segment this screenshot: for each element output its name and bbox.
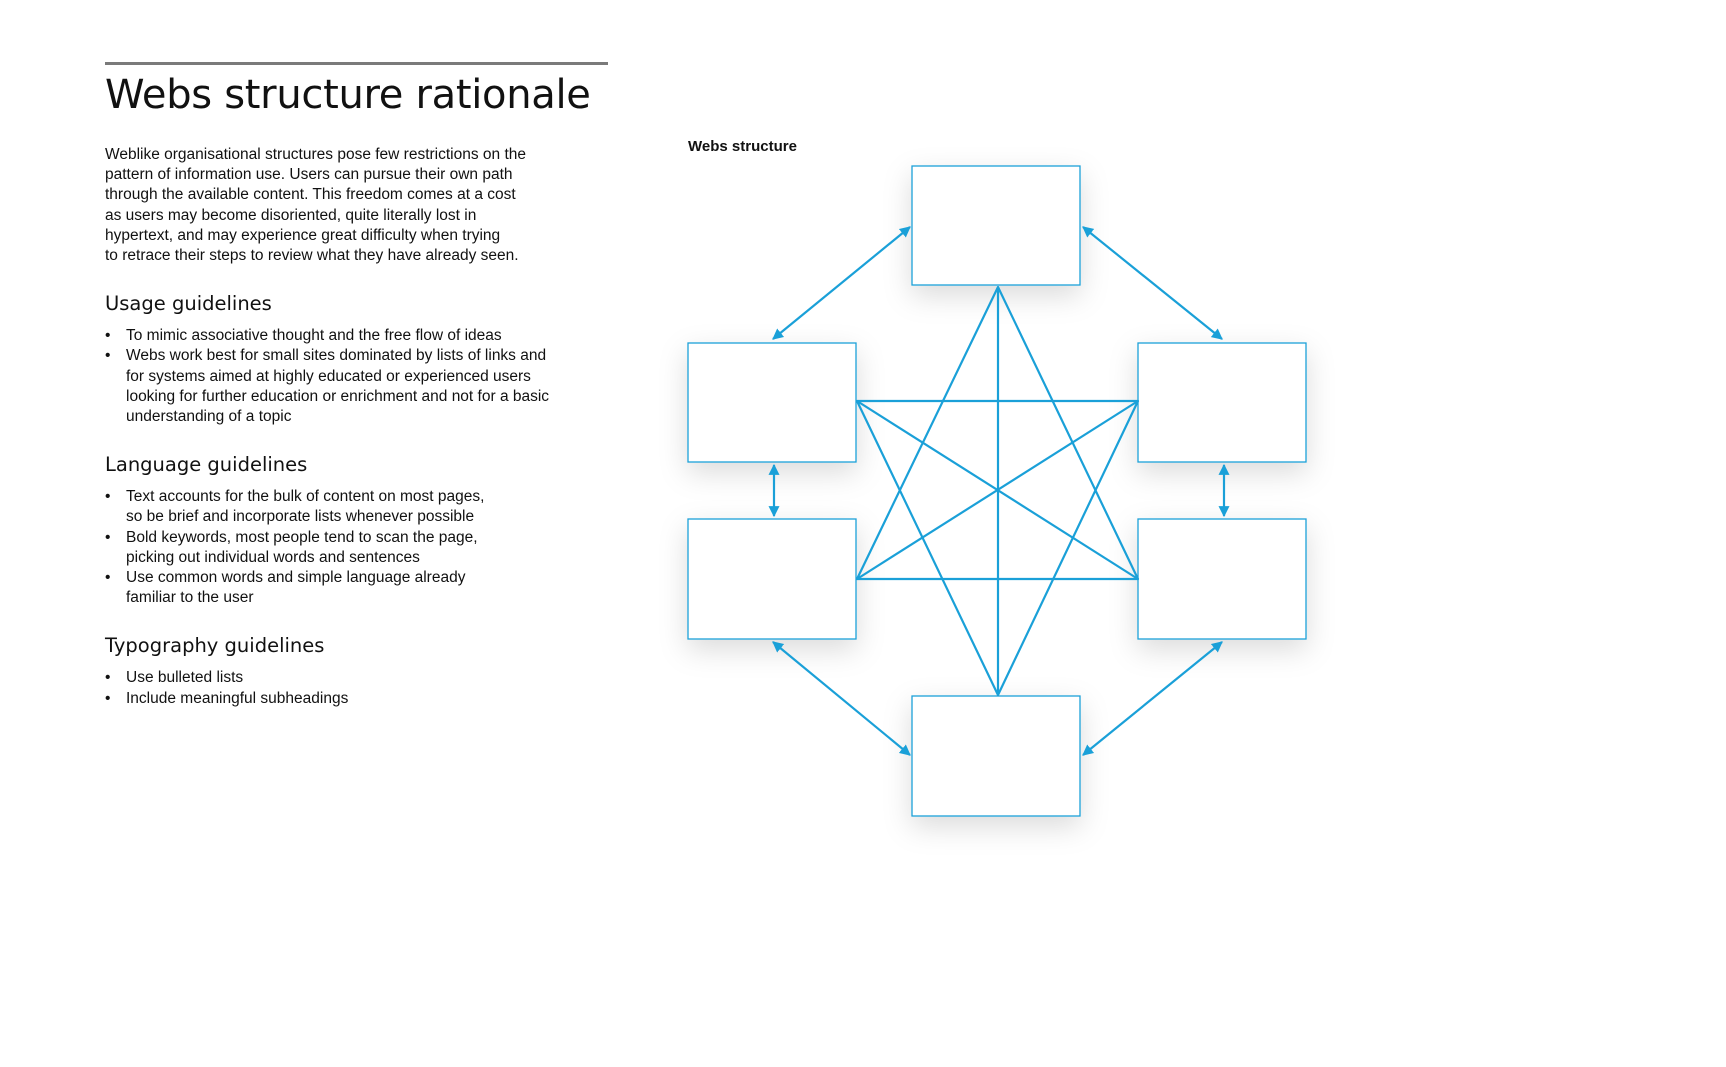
intro-line: through the available content. This freedom comes at a cost [105, 186, 516, 204]
list-item-line: so be brief and incorporate lists whenever possible [126, 508, 475, 526]
list-item-line: familiar to the user [126, 589, 254, 607]
arrow-lower-left-bottom [773, 642, 910, 755]
list-item-line: • Webs work best for small sites dominated by lists of links and [126, 347, 547, 365]
list-item-line: picking out individual words and sentences [126, 548, 420, 566]
node-upper-left [688, 343, 856, 462]
typography-guidelines-heading: Typography guidelines [105, 634, 325, 658]
page-title: Webs structure rationale [105, 72, 591, 118]
language-guidelines-heading: Language guidelines [105, 453, 308, 477]
arrow-top-upper-right [1083, 227, 1222, 339]
list-item-line: • Bold keywords, most people tend to scan the page, [126, 528, 478, 546]
web-connectors [857, 287, 1138, 695]
intro-line: as users may become disoriented, quite literally lost in [105, 206, 477, 224]
node-upper-right [1138, 343, 1306, 462]
list-item-line: • Include meaningful subheadings [126, 689, 349, 707]
list-item-line: • To mimic associative thought and the free flow of ideas [126, 327, 502, 345]
intro-line: hypertext, and may experience great difficulty when trying [105, 226, 501, 244]
arrow-lower-right-bottom [1083, 642, 1222, 755]
list-item-line: for systems aimed at highly educated or experienced users [126, 367, 531, 385]
node-lower-left [688, 519, 856, 639]
node-bottom [912, 696, 1080, 816]
list-item-line: • Use common words and simple language already [126, 569, 466, 587]
list-item-line: looking for further education or enrichment and not for a basic [126, 387, 550, 405]
list-item-line: understanding of a topic [126, 408, 292, 426]
intro-line: pattern of information use. Users can pursue their own path [105, 166, 513, 184]
arrow-top-upper-left [773, 227, 910, 339]
node-top [912, 166, 1080, 285]
node-lower-right [1138, 519, 1306, 639]
diagram-title: Webs structure [688, 138, 797, 155]
list-item-line: • Use bulleted lists [126, 669, 244, 687]
usage-guidelines-heading: Usage guidelines [105, 292, 272, 316]
intro-line: to retrace their steps to review what they have already seen. [105, 247, 519, 265]
intro-line: Weblike organisational structures pose few restrictions on the [105, 146, 527, 163]
list-item-line: • Text accounts for the bulk of content on most pages, [126, 488, 485, 506]
